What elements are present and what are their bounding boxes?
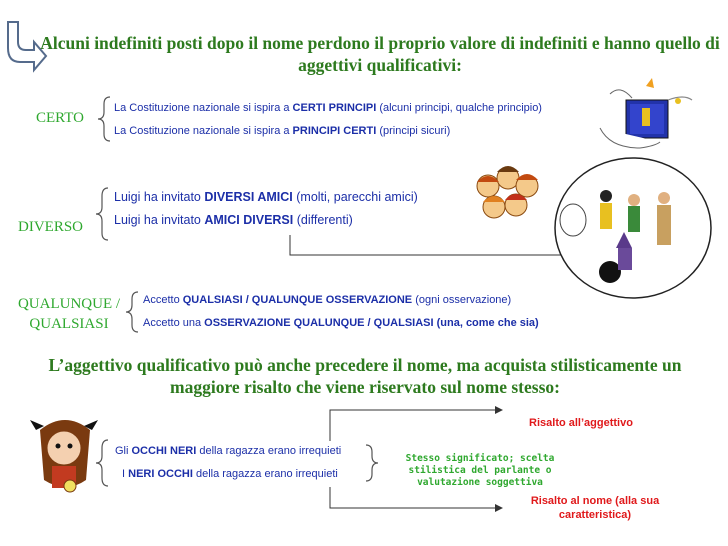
occhi-2-pre: I [122, 468, 129, 480]
risalto-aggettivo: Risalto all’aggettivo [529, 417, 633, 429]
diverso-1-bold: DIVERSI AMICI [204, 190, 293, 204]
risalto-nome: Risalto al nome (alla sua caratteristica) [530, 495, 660, 521]
qualunque-1-pre: Accetto [143, 294, 183, 306]
qualunque-label-2: QUALSIASI [29, 316, 109, 332]
occhi-1-bold: OCCHI NERI [131, 445, 197, 457]
diverso-2-pre: Luigi ha invitato [114, 213, 205, 227]
diverso-example-2 [114, 213, 353, 227]
diverso-2-post: (differenti) [293, 213, 353, 227]
occhi-right-brace [366, 445, 378, 481]
risalto-bottom-connector [330, 487, 495, 508]
certo-1-post: (alcuni principi, qualche principio) [376, 102, 542, 114]
occhi-2-bold: NERI OCCHI [128, 468, 193, 480]
certo-example-1 [114, 102, 542, 114]
occhi-1-post: della ragazza erano irrequieti [196, 445, 342, 457]
occhi-2-post: della ragazza erano irrequieti [192, 468, 338, 480]
diverso-1-post: (molti, parecchi amici) [292, 190, 418, 204]
diverso-2-bold: AMICI DIVERSI [204, 213, 294, 227]
section-title: L’aggettivo qualificativo può anche precedere il nome, ma acquista stilisticamente un maggiore risalto che viene riservato sul nome stesso: [48, 355, 682, 397]
diverso-example-1 [114, 190, 418, 204]
certo-2-bold: PRINCIPI CERTI [292, 125, 377, 137]
certo-2-pre: La Costituzione nazionale si ispira a [114, 125, 293, 137]
page-title: Alcuni indefiniti posti dopo il nome perdono il proprio valore di indefiniti e hanno quello di aggettivi qualificativi: [40, 33, 720, 75]
friends-faces-illustration [477, 166, 538, 218]
qualunque-2-bold: OSSERVAZIONE QUALUNQUE / QUALSIASI (una, come che sia) [204, 317, 539, 329]
qualunque-example-1 [143, 294, 511, 306]
certo-label: CERTO [36, 110, 84, 126]
certo-1-pre: La Costituzione nazionale si ispira a [114, 102, 293, 114]
occhi-1-pre: Gli [115, 445, 132, 457]
girl-illustration [30, 420, 98, 492]
certo-example-2 [114, 125, 450, 137]
occhi-example-2 [122, 468, 338, 480]
certo-1-bold: CERTI PRINCIPI [292, 102, 377, 114]
book-hands-illustration [600, 78, 692, 148]
diverso-label: DIVERSO [18, 219, 84, 235]
diverso-connector [290, 235, 565, 255]
diverse-people-illustration [555, 158, 711, 298]
qualunque-1-post: (ogni osservazione) [412, 294, 512, 306]
qualunque-label-1: QUALUNQUE / [17, 296, 121, 312]
qualunque-label [8, 294, 130, 334]
diverso-1-pre: Luigi ha invitato [114, 190, 205, 204]
qualunque-example-2 [143, 317, 539, 329]
stylistic-note: Stesso significato; scelta stilistica del parlante o valutazione soggettiva [405, 453, 555, 488]
diverso-brace [96, 188, 108, 240]
qualunque-1-bold: QUALSIASI / QUALUNQUE OSSERVAZIONE [182, 294, 413, 306]
occhi-example-1 [115, 445, 341, 457]
certo-2-post: (principi sicuri) [376, 125, 451, 137]
risalto-top-connector [330, 410, 495, 441]
certo-brace [98, 97, 110, 141]
qualunque-2-pre: Accetto una [143, 317, 205, 329]
occhi-left-brace [96, 440, 108, 486]
